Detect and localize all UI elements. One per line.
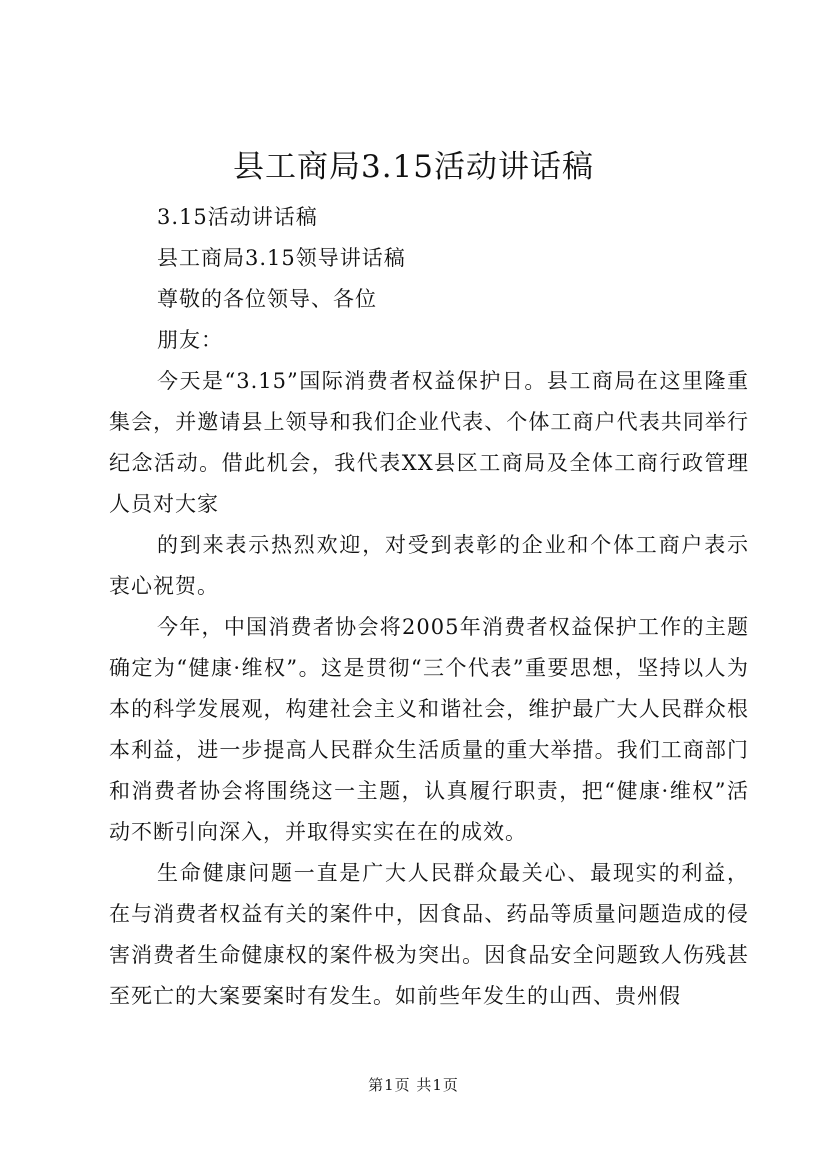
paragraph: 今年，中国消费者协会将2005年消费者权益保护工作的主题确定为“健康·维权”。这是贯彻“三个代表”重要思想，坚持以人为本的科学发展观，构建社会主义和谐社会，维护最广大人民群众根本利益，进一步提高人民群众生活质量的重大举措。我们工商部门和消费者协会将围绕这一主题，认真履行职责，把“健康·维权”活动不断引向深入，并取得实实在在的成效。 bbox=[109, 615, 749, 844]
paragraph: 县工商局3.15领导讲话稿 bbox=[157, 246, 406, 270]
paragraph: 生命健康问题一直是广大人民群众最关心、最现实的利益，在与消费者权益有关的案件中，因食品、药品等质量问题造成的侵害消费者生命健康权的案件极为突出。因食品安全问题致人伤残甚至死亡的大案要案时有发生。如前些年发生的山西、贵州假 bbox=[109, 861, 749, 1008]
paragraph: 今天是“3.15”国际消费者权益保护日。县工商局在这里隆重集会，并邀请县上领导和我们企业代表、个体工商户代表共同举行纪念活动。借此机会，我代表XX县区工商局及全体工商行政管理人员对大家 bbox=[109, 369, 749, 516]
document-body bbox=[109, 197, 749, 1017]
paragraph: 尊敬的各位领导、各位 bbox=[157, 287, 377, 311]
paragraph: 朋友： bbox=[157, 328, 223, 352]
paragraph: 的到来表示热烈欢迎，对受到表彰的企业和个体工商户表示衷心祝贺。 bbox=[109, 533, 749, 598]
paragraph: 3.15活动讲话稿 bbox=[157, 205, 318, 229]
page-footer: 第1页 共1页 bbox=[368, 1076, 459, 1094]
document-title: 县工商局3.15活动讲话稿 bbox=[232, 149, 595, 185]
